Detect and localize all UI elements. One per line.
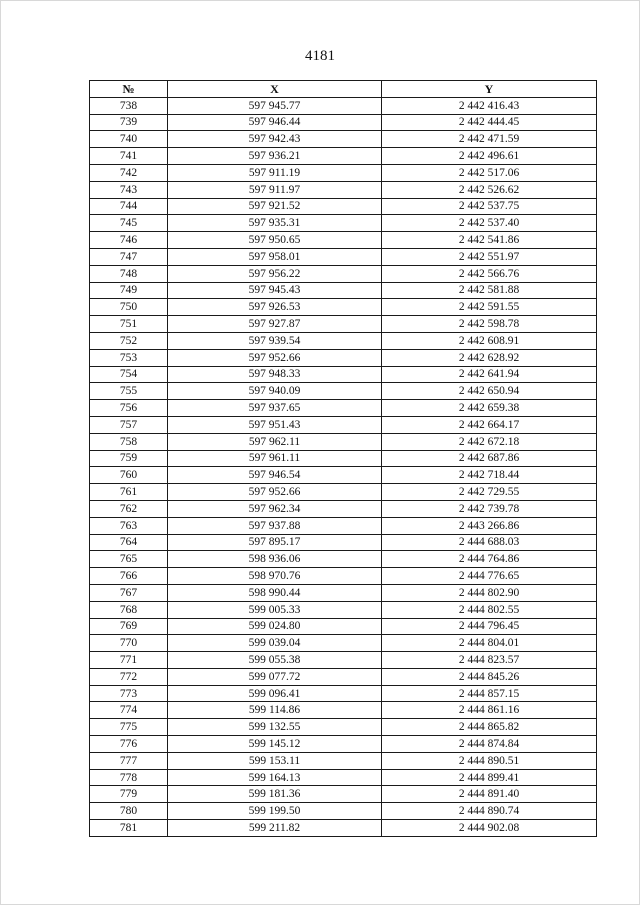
- cell-x: 599 096.41: [168, 685, 382, 702]
- cell-y: 2 444 874.84: [382, 736, 597, 753]
- cell-number: 771: [90, 652, 168, 669]
- cell-x: 597 962.11: [168, 433, 382, 450]
- cell-y: 2 442 496.61: [382, 148, 597, 165]
- cell-y: 2 442 581.88: [382, 282, 597, 299]
- cell-x: 597 946.54: [168, 467, 382, 484]
- cell-x: 597 927.87: [168, 316, 382, 333]
- cell-x: 599 153.11: [168, 752, 382, 769]
- table-row: [90, 164, 597, 181]
- cell-number: 758: [90, 433, 168, 450]
- cell-y: 2 442 739.78: [382, 500, 597, 517]
- cell-x: 597 958.01: [168, 248, 382, 265]
- cell-number: 766: [90, 568, 168, 585]
- cell-y: 2 442 650.94: [382, 383, 597, 400]
- cell-x: 597 956.22: [168, 265, 382, 282]
- cell-x: 599 039.04: [168, 635, 382, 652]
- table-row: [90, 248, 597, 265]
- table-row: [90, 349, 597, 366]
- cell-number: 751: [90, 316, 168, 333]
- cell-y: 2 444 802.55: [382, 601, 597, 618]
- cell-number: 755: [90, 383, 168, 400]
- table-row: [90, 500, 597, 517]
- table-row: [90, 584, 597, 601]
- cell-y: 2 444 861.16: [382, 702, 597, 719]
- cell-y: 2 442 687.86: [382, 450, 597, 467]
- cell-y: 2 442 541.86: [382, 232, 597, 249]
- cell-y: 2 443 266.86: [382, 517, 597, 534]
- cell-y: 2 442 517.06: [382, 164, 597, 181]
- cell-y: 2 442 471.59: [382, 131, 597, 148]
- cell-number: 748: [90, 265, 168, 282]
- cell-x: 597 935.31: [168, 215, 382, 232]
- cell-x: 597 937.65: [168, 400, 382, 417]
- cell-x: 599 199.50: [168, 803, 382, 820]
- cell-y: 2 444 764.86: [382, 551, 597, 568]
- cell-number: 745: [90, 215, 168, 232]
- cell-y: 2 442 551.97: [382, 248, 597, 265]
- cell-number: 760: [90, 467, 168, 484]
- cell-y: 2 444 902.08: [382, 820, 597, 837]
- cell-y: 2 444 890.74: [382, 803, 597, 820]
- cell-number: 767: [90, 584, 168, 601]
- cell-number: 740: [90, 131, 168, 148]
- table-row: [90, 551, 597, 568]
- cell-number: 742: [90, 164, 168, 181]
- table-row: [90, 618, 597, 635]
- table-row: [90, 534, 597, 551]
- cell-x: 597 948.33: [168, 366, 382, 383]
- cell-y: 2 442 608.91: [382, 332, 597, 349]
- table-row: [90, 433, 597, 450]
- cell-y: 2 444 845.26: [382, 668, 597, 685]
- cell-y: 2 442 718.44: [382, 467, 597, 484]
- cell-y: 2 444 776.65: [382, 568, 597, 585]
- cell-y: 2 442 537.40: [382, 215, 597, 232]
- cell-number: 765: [90, 551, 168, 568]
- table-row: [90, 232, 597, 249]
- table-row: [90, 635, 597, 652]
- table-row: [90, 215, 597, 232]
- table-row: [90, 467, 597, 484]
- cell-y: 2 444 823.57: [382, 652, 597, 669]
- table-row: [90, 299, 597, 316]
- cell-number: 741: [90, 148, 168, 165]
- cell-x: 599 181.36: [168, 786, 382, 803]
- cell-x: 598 990.44: [168, 584, 382, 601]
- table-row: [90, 769, 597, 786]
- cell-number: 780: [90, 803, 168, 820]
- cell-x: 597 951.43: [168, 416, 382, 433]
- cell-y: 2 444 796.45: [382, 618, 597, 635]
- table-row: [90, 181, 597, 198]
- cell-number: 777: [90, 752, 168, 769]
- cell-x: 597 945.43: [168, 282, 382, 299]
- cell-x: 599 055.38: [168, 652, 382, 669]
- cell-number: 769: [90, 618, 168, 635]
- cell-x: 597 911.19: [168, 164, 382, 181]
- cell-x: 597 945.77: [168, 97, 382, 114]
- table-row: [90, 114, 597, 131]
- table-row: [90, 265, 597, 282]
- cell-number: 761: [90, 484, 168, 501]
- cell-number: 747: [90, 248, 168, 265]
- coordinates-table: [89, 80, 597, 837]
- page-number: 4181: [305, 48, 335, 64]
- cell-number: 759: [90, 450, 168, 467]
- header-y: Y: [382, 81, 597, 98]
- cell-y: 2 444 688.03: [382, 534, 597, 551]
- cell-y: 2 442 526.62: [382, 181, 597, 198]
- cell-x: 599 164.13: [168, 769, 382, 786]
- cell-x: 599 024.80: [168, 618, 382, 635]
- table-row: [90, 198, 597, 215]
- cell-x: 597 939.54: [168, 332, 382, 349]
- cell-number: 770: [90, 635, 168, 652]
- cell-number: 773: [90, 685, 168, 702]
- table-row: [90, 820, 597, 837]
- cell-x: 597 926.53: [168, 299, 382, 316]
- table-row: [90, 148, 597, 165]
- cell-number: 749: [90, 282, 168, 299]
- cell-x: 597 921.52: [168, 198, 382, 215]
- cell-x: 597 911.97: [168, 181, 382, 198]
- cell-y: 2 444 802.90: [382, 584, 597, 601]
- table-body: [90, 97, 597, 836]
- cell-number: 754: [90, 366, 168, 383]
- cell-number: 772: [90, 668, 168, 685]
- table-row: [90, 568, 597, 585]
- cell-number: 768: [90, 601, 168, 618]
- table-row: [90, 366, 597, 383]
- cell-y: 2 442 598.78: [382, 316, 597, 333]
- table-row: [90, 450, 597, 467]
- table-row: [90, 282, 597, 299]
- cell-number: 756: [90, 400, 168, 417]
- header-number: №: [90, 81, 168, 98]
- cell-number: 746: [90, 232, 168, 249]
- cell-x: 597 950.65: [168, 232, 382, 249]
- cell-number: 750: [90, 299, 168, 316]
- cell-x: 597 942.43: [168, 131, 382, 148]
- table-row: [90, 97, 597, 114]
- table-row: [90, 803, 597, 820]
- cell-number: 764: [90, 534, 168, 551]
- cell-x: 599 077.72: [168, 668, 382, 685]
- cell-number: 781: [90, 820, 168, 837]
- table-row: [90, 786, 597, 803]
- cell-x: 597 962.34: [168, 500, 382, 517]
- table-row: [90, 601, 597, 618]
- cell-number: 743: [90, 181, 168, 198]
- table-row: [90, 131, 597, 148]
- table-row: [90, 383, 597, 400]
- cell-x: 599 114.86: [168, 702, 382, 719]
- table-row: [90, 332, 597, 349]
- cell-x: 597 946.44: [168, 114, 382, 131]
- cell-y: 2 442 659.38: [382, 400, 597, 417]
- table-row: [90, 517, 597, 534]
- cell-number: 778: [90, 769, 168, 786]
- cell-number: 776: [90, 736, 168, 753]
- table-row: [90, 316, 597, 333]
- cell-y: 2 442 537.75: [382, 198, 597, 215]
- cell-y: 2 444 890.51: [382, 752, 597, 769]
- table-row: [90, 668, 597, 685]
- header-x: X: [168, 81, 382, 98]
- table-row: [90, 752, 597, 769]
- cell-x: 599 145.12: [168, 736, 382, 753]
- cell-number: 757: [90, 416, 168, 433]
- cell-y: 2 442 641.94: [382, 366, 597, 383]
- table-row: [90, 702, 597, 719]
- cell-number: 775: [90, 719, 168, 736]
- cell-number: 762: [90, 500, 168, 517]
- cell-y: 2 442 664.17: [382, 416, 597, 433]
- cell-x: 599 211.82: [168, 820, 382, 837]
- cell-number: 779: [90, 786, 168, 803]
- cell-y: 2 444 865.82: [382, 719, 597, 736]
- table-row: [90, 685, 597, 702]
- table-row: [90, 484, 597, 501]
- table-row: [90, 736, 597, 753]
- cell-x: 599 132.55: [168, 719, 382, 736]
- cell-number: 752: [90, 332, 168, 349]
- table-row: [90, 652, 597, 669]
- cell-y: 2 442 628.92: [382, 349, 597, 366]
- cell-x: 597 961.11: [168, 450, 382, 467]
- table-row: [90, 719, 597, 736]
- cell-x: 597 895.17: [168, 534, 382, 551]
- cell-y: 2 442 416.43: [382, 97, 597, 114]
- cell-x: 597 936.21: [168, 148, 382, 165]
- cell-y: 2 442 672.18: [382, 433, 597, 450]
- cell-number: 753: [90, 349, 168, 366]
- cell-x: 597 952.66: [168, 484, 382, 501]
- cell-x: 597 937.88: [168, 517, 382, 534]
- cell-y: 2 442 566.76: [382, 265, 597, 282]
- cell-x: 598 936.06: [168, 551, 382, 568]
- cell-x: 598 970.76: [168, 568, 382, 585]
- cell-y: 2 444 899.41: [382, 769, 597, 786]
- table-row: [90, 416, 597, 433]
- cell-number: 739: [90, 114, 168, 131]
- cell-y: 2 444 857.15: [382, 685, 597, 702]
- cell-x: 599 005.33: [168, 601, 382, 618]
- cell-x: 597 940.09: [168, 383, 382, 400]
- cell-y: 2 444 804.01: [382, 635, 597, 652]
- cell-number: 738: [90, 97, 168, 114]
- cell-number: 763: [90, 517, 168, 534]
- cell-y: 2 442 444.45: [382, 114, 597, 131]
- cell-number: 744: [90, 198, 168, 215]
- table-row: [90, 400, 597, 417]
- cell-y: 2 442 591.55: [382, 299, 597, 316]
- cell-y: 2 444 891.40: [382, 786, 597, 803]
- cell-number: 774: [90, 702, 168, 719]
- cell-x: 597 952.66: [168, 349, 382, 366]
- table-header-row: [90, 81, 597, 98]
- cell-y: 2 442 729.55: [382, 484, 597, 501]
